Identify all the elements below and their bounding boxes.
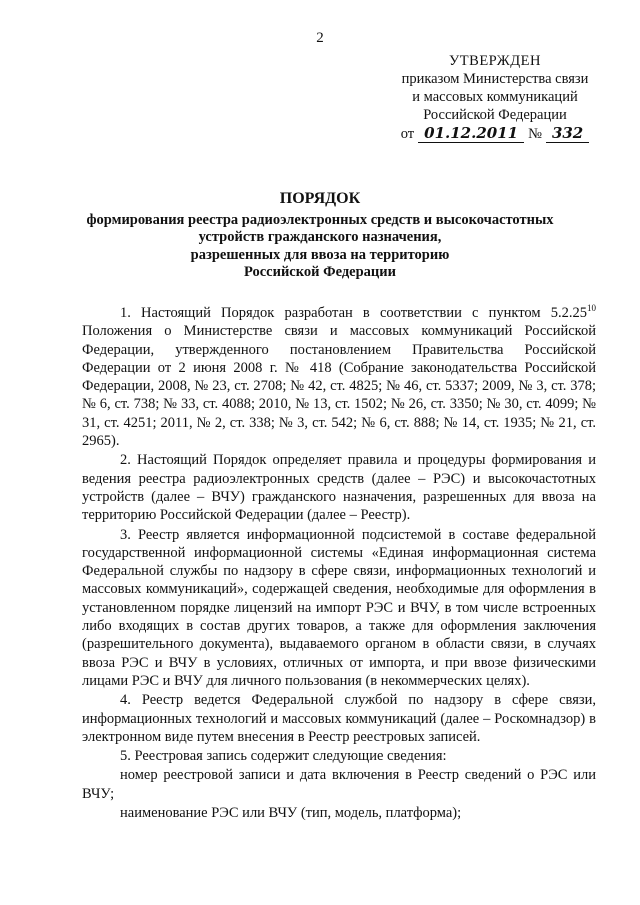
paragraph-7: наименование РЭС или ВЧУ (тип, модель, платформа); — [120, 805, 462, 822]
approval-block — [380, 52, 610, 143]
paragraph-3: 3. Реестр является информационной подсистемой в составе федеральной государственной информационной системы «Единая информационная система Федеральной службы по надзору в сфере связи, информационных технологий и массовых коммуникаций», содержащей сведения, необходимые для оформления в установленном порядке лицензий на импорт РЭС и ВЧУ, в том числе встроенных либо входящих в состав других товаров, а также для оформления заключения (разрешительного документа), выдаваемого органом в области связи, в случаях ввоза РЭС и ВЧУ в условиях, отличных от импорта, и при ввозе физическими лицами РЭС и ВЧУ для личного пользования (в некоммерческих целях). — [82, 526, 596, 689]
paragraph-1 — [82, 304, 596, 450]
document-title — [0, 190, 640, 282]
paragraph-2: 2. Настоящий Порядок определяет правила и процедуры формирования и ведения реестра радиоэлектронных средств (далее – РЭС) и высокочастотных устройств (далее – ВЧУ) гражданского назначения, разрешенных для ввоза на территорию Российской Федерации (далее – Реестр). — [82, 452, 596, 524]
footnote-ref: 10 — [587, 303, 596, 314]
approval-line: Российской Федерации — [423, 107, 567, 123]
title-line: устройств гражданского назначения, — [198, 229, 442, 245]
handwritten-number: 332 — [546, 124, 589, 143]
approval-line: приказом Министерства связи — [401, 71, 589, 87]
paragraph-6: номер реестровой записи и дата включения в Реестр сведений о РЭС или ВЧУ; — [82, 767, 596, 802]
title-main: ПОРЯДОК — [279, 190, 361, 207]
approval-heading: УТВЕРЖДЕН — [449, 53, 541, 69]
handwritten-date: 01.12.2011 — [418, 124, 524, 143]
title-line: формирования реестра радиоэлектронных средств и высокочастотных — [86, 211, 554, 228]
approval-line: и массовых коммуникаций — [412, 89, 578, 105]
page-number: 2 — [316, 30, 324, 46]
approval-date-line — [380, 124, 610, 143]
title-line: разрешенных для ввоза на территорию — [190, 246, 450, 263]
paragraph-5: 5. Реестровая запись содержит следующие сведения: — [120, 748, 447, 765]
paragraph-1-start: 1. Настоящий Порядок разработан в соответствии с пунктом 5.2.25 — [120, 305, 587, 321]
paragraph-4: 4. Реестр ведется Федеральной службой по надзору в сфере связи, информационных технологий и массовых коммуникаций (далее – Роскомнадзор) в электронном виде путем внесения в Реестр реестровых записей. — [82, 692, 596, 745]
date-prefix: от — [400, 126, 415, 142]
title-line: Российской Федерации — [243, 264, 396, 280]
document-body — [82, 304, 596, 822]
number-prefix: № — [528, 126, 542, 142]
paragraph-1-rest: Положения о Министерстве связи и массовых коммуникаций Российской Федерации, утвержденного постановлением Правительства Российской Федерации от 2 июня 2008 г. № 418 (Собрание законодательства Российской Федерации, 2008, № 23, ст. 2708; № 42, ст. 4825; № 46, ст. 5337; 2009, № 3, ст. 378; № 6, ст. 738; № 33, ст. 4088; 2010, № 13, ст. 1502; № 26, ст. 3350; № 30, ст. 4099; № 31, ст. 4251; 2011, № 2, ст. 338; № 3, ст. 542; № 6, ст. 888; № 14, ст. 1935; № 21, ст. 2965). — [82, 323, 596, 450]
